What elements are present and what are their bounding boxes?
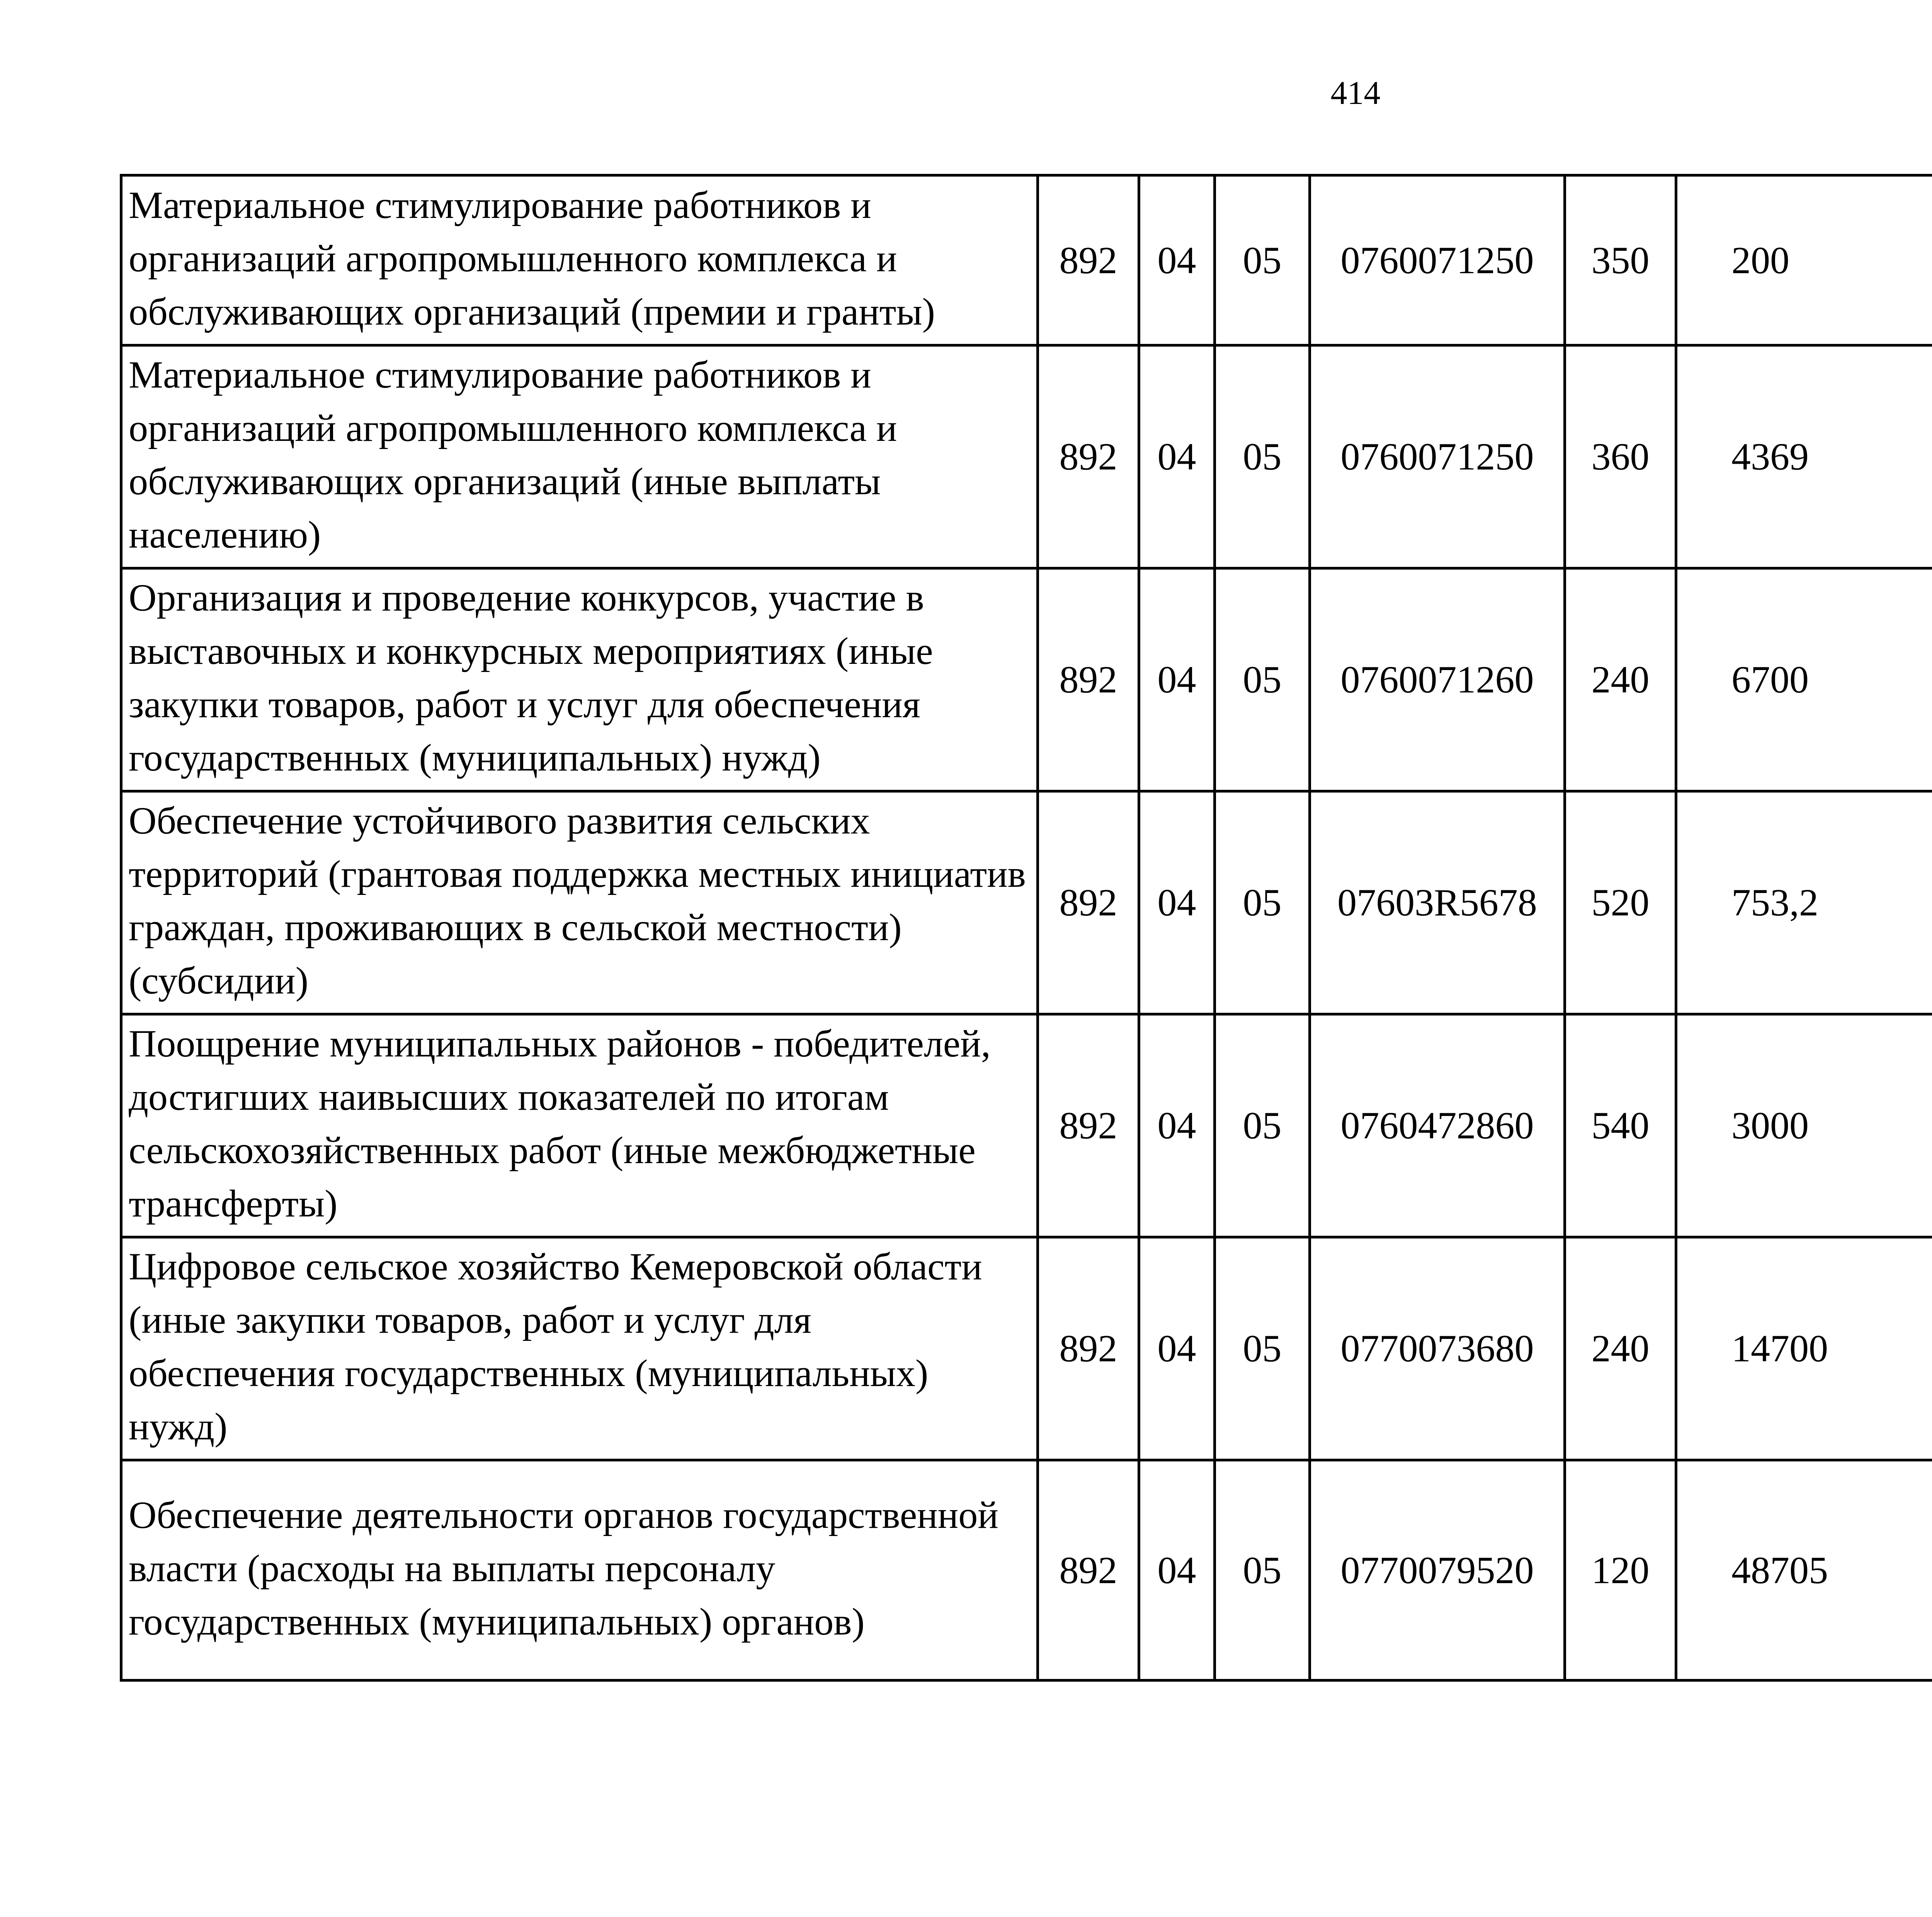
row-description: Материальное стимулирование работников и организаций агропромышленного комплекса и обслуживающих организаций (иные выплаты населению) xyxy=(121,345,1038,568)
table-row xyxy=(121,791,1932,1014)
table-row xyxy=(121,1460,1932,1681)
expense-type-code: 520 xyxy=(1565,791,1676,1014)
subsection-code: 05 xyxy=(1215,1460,1310,1681)
row-description: Обеспечение деятельности органов государственной власти (расходы на выплаты персоналу государственных (муниципальных) органов) xyxy=(121,1460,1038,1681)
table-row xyxy=(121,568,1932,791)
target-article-code: 0760472860 xyxy=(1310,1014,1565,1237)
subsection-code: 05 xyxy=(1215,1014,1310,1237)
target-article-code: 07603R5678 xyxy=(1310,791,1565,1014)
subsection-code: 05 xyxy=(1215,568,1310,791)
table-row xyxy=(121,175,1932,345)
expense-type-code: 240 xyxy=(1565,1237,1676,1460)
row-description: Обеспечение устойчивого развития сельских территорий (грантовая поддержка местных инициатив граждан, проживающих в сельской местности) (субсидии) xyxy=(121,791,1038,1014)
amount-year-1: 48705 xyxy=(1676,1460,1932,1681)
subsection-code: 05 xyxy=(1215,1237,1310,1460)
section-code: 04 xyxy=(1139,1237,1215,1460)
expense-type-code: 120 xyxy=(1565,1460,1676,1681)
row-description: Цифровое сельское хозяйство Кемеровской области (иные закупки товаров, работ и услуг для обеспечения государственных (муниципальных) нужд) xyxy=(121,1237,1038,1460)
expense-type-code: 350 xyxy=(1565,175,1676,345)
ministry-code: 892 xyxy=(1038,791,1139,1014)
ministry-code: 892 xyxy=(1038,345,1139,568)
target-article-code: 0760071250 xyxy=(1310,345,1565,568)
amount-year-1: 4369 xyxy=(1676,345,1932,568)
subsection-code: 05 xyxy=(1215,345,1310,568)
ministry-code: 892 xyxy=(1038,1237,1139,1460)
row-description: Поощрение муниципальных районов - победителей, достигших наивысших показателей по итогам сельскохозяйственных работ (иные межбюджетные трансферты) xyxy=(121,1014,1038,1237)
amount-year-1: 200 xyxy=(1676,175,1932,345)
ministry-code: 892 xyxy=(1038,1460,1139,1681)
section-code: 04 xyxy=(1139,568,1215,791)
ministry-code: 892 xyxy=(1038,568,1139,791)
section-code: 04 xyxy=(1139,1460,1215,1681)
amount-year-1: 6700 xyxy=(1676,568,1932,791)
target-article-code: 0760071250 xyxy=(1310,175,1565,345)
expense-type-code: 240 xyxy=(1565,568,1676,791)
table-row xyxy=(121,1237,1932,1460)
target-article-code: 0760071260 xyxy=(1310,568,1565,791)
amount-year-1: 3000 xyxy=(1676,1014,1932,1237)
target-article-code: 0770079520 xyxy=(1310,1460,1565,1681)
ministry-code: 892 xyxy=(1038,1014,1139,1237)
section-code: 04 xyxy=(1139,175,1215,345)
target-article-code: 0770073680 xyxy=(1310,1237,1565,1460)
ministry-code: 892 xyxy=(1038,175,1139,345)
amount-year-1: 14700 xyxy=(1676,1237,1932,1460)
expense-type-code: 360 xyxy=(1565,345,1676,568)
subsection-code: 05 xyxy=(1215,175,1310,345)
section-code: 04 xyxy=(1139,791,1215,1014)
row-description: Материальное стимулирование работников и организаций агропромышленного комплекса и обслуживающих организаций (премии и гранты) xyxy=(121,175,1038,345)
row-description: Организация и проведение конкурсов, участие в выставочных и конкурсных мероприятиях (иные закупки товаров, работ и услуг для обеспечения государственных (муниципальных) нужд) xyxy=(121,568,1038,791)
table-row xyxy=(121,345,1932,568)
table-row xyxy=(121,1014,1932,1237)
subsection-code: 05 xyxy=(1215,791,1310,1014)
page-number: 414 xyxy=(1330,74,1381,111)
section-code: 04 xyxy=(1139,345,1215,568)
section-code: 04 xyxy=(1139,1014,1215,1237)
expense-type-code: 540 xyxy=(1565,1014,1676,1237)
budget-table xyxy=(120,174,1932,1682)
amount-year-1: 753,2 xyxy=(1676,791,1932,1014)
